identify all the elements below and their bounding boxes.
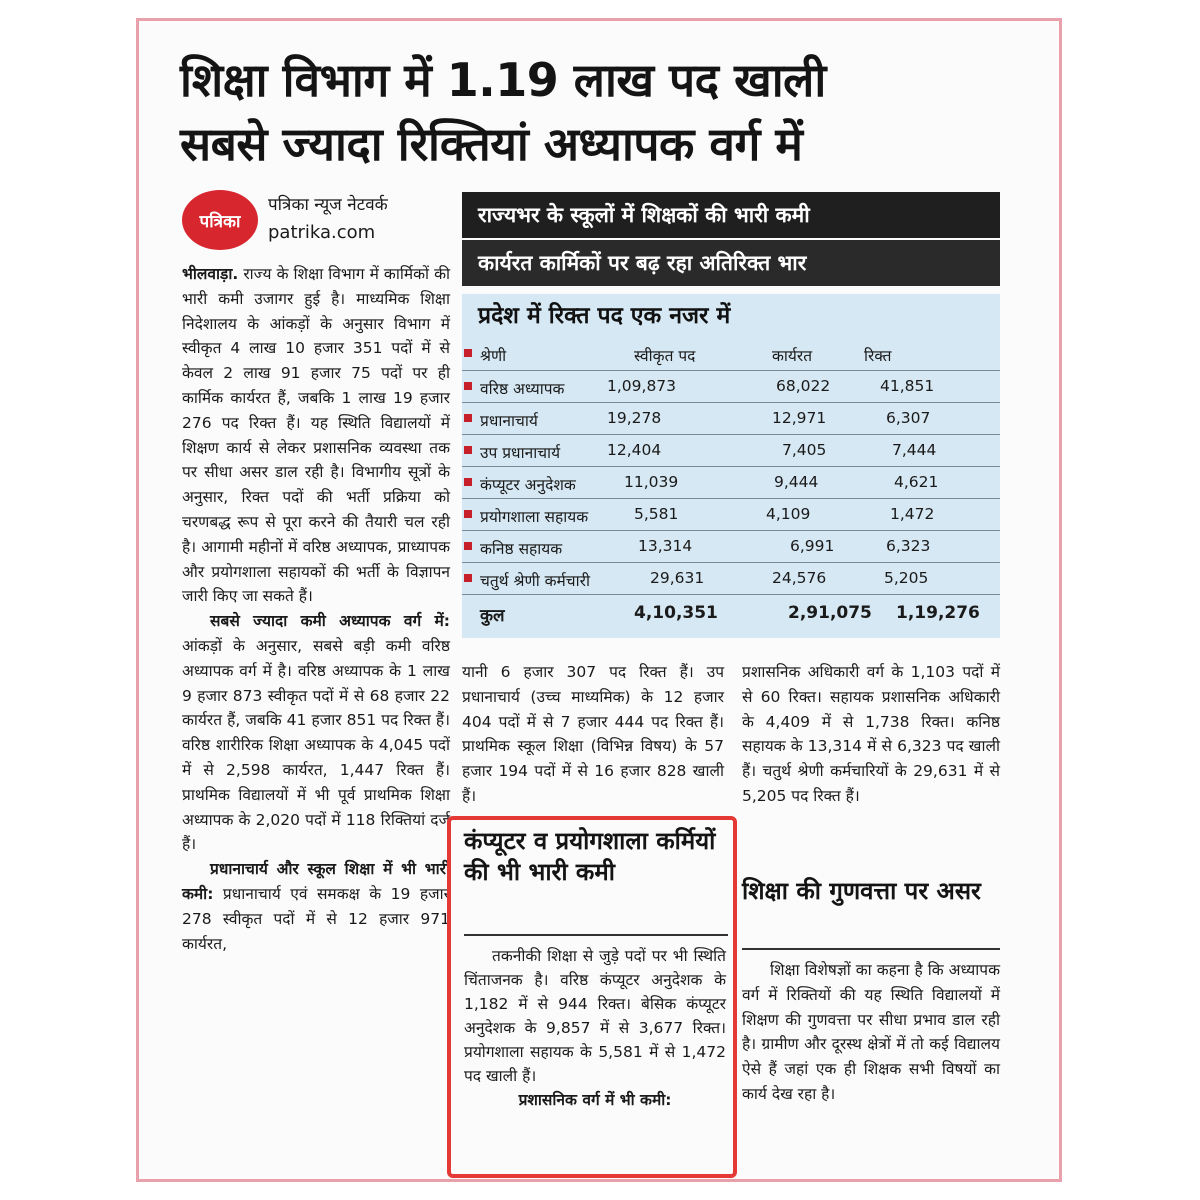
highlight-box-text bbox=[464, 944, 726, 1112]
table-total-label: कुल bbox=[480, 606, 505, 626]
article-column-2 bbox=[462, 660, 724, 809]
table-cell: प्रधानाचार्य bbox=[480, 412, 538, 430]
table-row bbox=[462, 370, 1000, 402]
table-row bbox=[462, 562, 1000, 594]
col1-paragraph-1: राज्य के शिक्षा विभाग में कार्मिकों की भारी कमी उजागर हुई है। माध्यमिक शिक्षा निदेशालय के आंकड़ों के अनुसार विभाग में स्वीकृत 4 लाख 10 हजार 351 पदों में से केवल 2 लाख 91 हजार 75 पदों पर ही कार्मिक कार्यरत हैं, जबकि 1 लाख 19 हजार 276 पद रिक्त हैं। यह स्थिति विद्यालयों में शिक्षण कार्य से लेकर प्रशासनिक व्यवस्था तक पर सीधा असर डाल रही है। विभागीय सूत्रों के अनुसार, रिक्त पदों की भर्ती प्रक्रिया को चरणबद्ध रूप से पूरा करने की तैयारी चल रही है। आगामी महीनों में वरिष्ठ अध्यापक, प्राध्यापक और प्रयोगशाला सहायकों की भर्ती के विज्ञापन जारी किए जा सकते हैं। bbox=[182, 265, 450, 606]
table-cell: 29,631 bbox=[650, 569, 705, 587]
table-cell: कनिष्ठ सहायक bbox=[480, 540, 563, 558]
headline-line-2: सबसे ज्यादा रिक्तियां अध्यापक वर्ग में bbox=[180, 117, 803, 171]
table-cell: 19,278 bbox=[607, 409, 662, 427]
table-cell: 41,851 bbox=[880, 377, 935, 395]
col3-subhead: शिक्षा की गुणवत्ता पर असर bbox=[742, 877, 981, 905]
patrika-logo: पत्रिका bbox=[182, 190, 258, 250]
table-header: कार्यरत bbox=[772, 347, 813, 365]
table-cell: 7,444 bbox=[892, 441, 937, 459]
table-cell: 7,405 bbox=[782, 441, 827, 459]
banner-line-2: कार्यरत कार्मिकों पर बढ़ रहा अतिरिक्त भार bbox=[462, 240, 1000, 286]
col2-subhead-admin: प्रशासनिक वर्ग में भी कमी: bbox=[518, 1091, 672, 1109]
dateline: भीलवाड़ा. bbox=[182, 265, 239, 283]
table-cell: 5,205 bbox=[884, 569, 929, 587]
article-column-1 bbox=[182, 262, 450, 956]
table-total-cell: 1,19,276 bbox=[896, 603, 980, 623]
table-cell: वरिष्ठ अध्यापक bbox=[480, 380, 565, 398]
table-header-row bbox=[462, 338, 1000, 369]
table-cell: 12,404 bbox=[607, 441, 662, 459]
table-row bbox=[462, 530, 1000, 562]
col3-lower bbox=[742, 958, 1000, 1107]
table-cell: 11,039 bbox=[624, 473, 679, 491]
table-header: स्वीकृत पद bbox=[634, 347, 696, 365]
table-row bbox=[462, 402, 1000, 434]
col2-paragraph-2: तकनीकी शिक्षा से जुड़े पदों पर भी स्थिति चिंताजनक है। वरिष्ठ कंप्यूटर अनुदेशक के 1,182 में से 944 रिक्त। बेसिक कंप्यूटर अनुदेशक के 9,857 में से 3,677 रिक्त। प्रयोगशाला सहायक के 5,581 में से 1,472 पद खाली हैं। bbox=[464, 947, 726, 1085]
col1-paragraph-2: आंकड़ों के अनुसार, सबसे बड़ी कमी वरिष्ठ अध्यापक वर्ग में है। वरिष्ठ अध्यापक के 1 लाख 9 हजार 873 स्वीकृत पदों में से 68 हजार 22 कार्यरत हैं, जबकि 41 हजार 851 पद रिक्त हैं। वरिष्ठ शारीरिक शिक्षा अध्यापक के 4,045 पदों में से 2,598 कार्यरत, 1,447 रिक्त हैं। प्राथमिक विद्यालयों में भी पूर्व प्राथमिक शिक्षा अध्यापक के 2,020 पदों में 118 रिक्तियां दर्ज हैं। bbox=[182, 636, 450, 854]
table-cell: 12,971 bbox=[772, 409, 827, 427]
byline-site: patrika.com bbox=[268, 222, 376, 243]
table-total-cell: 4,10,351 bbox=[634, 603, 718, 623]
table-total-row bbox=[462, 594, 1000, 631]
col1-subhead-1: सबसे ज्यादा कमी अध्यापक वर्ग में: bbox=[210, 612, 450, 631]
col1-subhead-2: प्रधानाचार्य और स्कूल शिक्षा में भी भारी कमी: bbox=[182, 860, 450, 903]
table-cell: 1,09,873 bbox=[607, 377, 677, 395]
col3-paragraph-2: शिक्षा विशेषज्ञों का कहना है कि अध्यापक वर्ग में रिक्तियों की यह स्थिति विद्यालयों में शिक्षण की गुणवत्ता पर सीधा प्रभाव डाल रही है। ग्रामीण और दूरस्थ क्षेत्रों में तो कई विद्यालय ऐसे हैं जहां एक ही शिक्षक सभी विषयों का कार्य देख रहा है। bbox=[742, 961, 1000, 1103]
table-cell: 6,323 bbox=[886, 537, 931, 555]
vacancy-table bbox=[462, 294, 1000, 638]
table-cell: 1,472 bbox=[890, 505, 935, 523]
table-cell: 13,314 bbox=[638, 537, 693, 555]
table-cell: 4,109 bbox=[766, 505, 811, 523]
table-total-cell: 2,91,075 bbox=[788, 603, 872, 623]
divider bbox=[464, 934, 728, 936]
headline-line-1: शिक्षा विभाग में 1.19 लाख पद खाली bbox=[180, 53, 826, 107]
col2-paragraph-1: यानी 6 हजार 307 पद रिक्त हैं। उप प्रधानाचार्य (उच्च माध्यमिक) के 12 हजार 404 पदों में से 7 हजार 444 पद रिक्त हैं। प्राथमिक स्कूल शिक्षा (विभिन्न विषय) के 57 हजार 194 पदों में से 16 हजार 828 खाली हैं। bbox=[462, 663, 724, 805]
table-header: श्रेणी bbox=[480, 347, 507, 365]
col3-paragraph-1: प्रशासनिक अधिकारी वर्ग के 1,103 पदों में से 60 रिक्त। सहायक प्रशासनिक अधिकारी के 4,409 में से 1,738 रिक्त। कनिष्ठ सहायक के 13,314 में से 6,323 पद खाली हैं। चतुर्थ श्रेणी कर्मचारियों के 29,631 में से 5,205 पद रिक्त हैं। bbox=[742, 663, 1000, 805]
table-cell: 9,444 bbox=[774, 473, 819, 491]
table-header: रिक्त bbox=[864, 347, 892, 365]
table-row bbox=[462, 434, 1000, 466]
table-row bbox=[462, 466, 1000, 498]
table-cell: प्रयोगशाला सहायक bbox=[480, 508, 589, 526]
article-column-3 bbox=[742, 660, 1000, 809]
table-cell: 68,022 bbox=[776, 377, 831, 395]
col2-subhead: कंप्यूटर व प्रयोगशाला कर्मियों की भी भारी कमी bbox=[464, 827, 716, 886]
table-cell: 6,991 bbox=[790, 537, 835, 555]
table-cell: कंप्यूटर अनुदेशक bbox=[480, 476, 576, 494]
table-cell: 6,307 bbox=[886, 409, 931, 427]
table-cell: उप प्रधानाचार्य bbox=[480, 444, 561, 462]
table-cell: 4,621 bbox=[894, 473, 939, 491]
byline-network: पत्रिका न्यूज नेटवर्क bbox=[268, 195, 388, 215]
banner-line-1: राज्यभर के स्कूलों में शिक्षकों की भारी कमी bbox=[462, 192, 1000, 238]
table-title: प्रदेश में रिक्त पद एक नजर में bbox=[478, 303, 731, 329]
divider bbox=[742, 948, 1000, 950]
table-row bbox=[462, 498, 1000, 530]
table-cell: चतुर्थ श्रेणी कर्मचारी bbox=[480, 572, 591, 590]
table-cell: 24,576 bbox=[772, 569, 827, 587]
col1-paragraph-3: प्रधानाचार्य एवं समकक्ष के 19 हजार 278 स्वीकृत पदों में से 12 हजार 971 कार्यरत, bbox=[182, 884, 450, 953]
table-cell: 5,581 bbox=[634, 505, 679, 523]
